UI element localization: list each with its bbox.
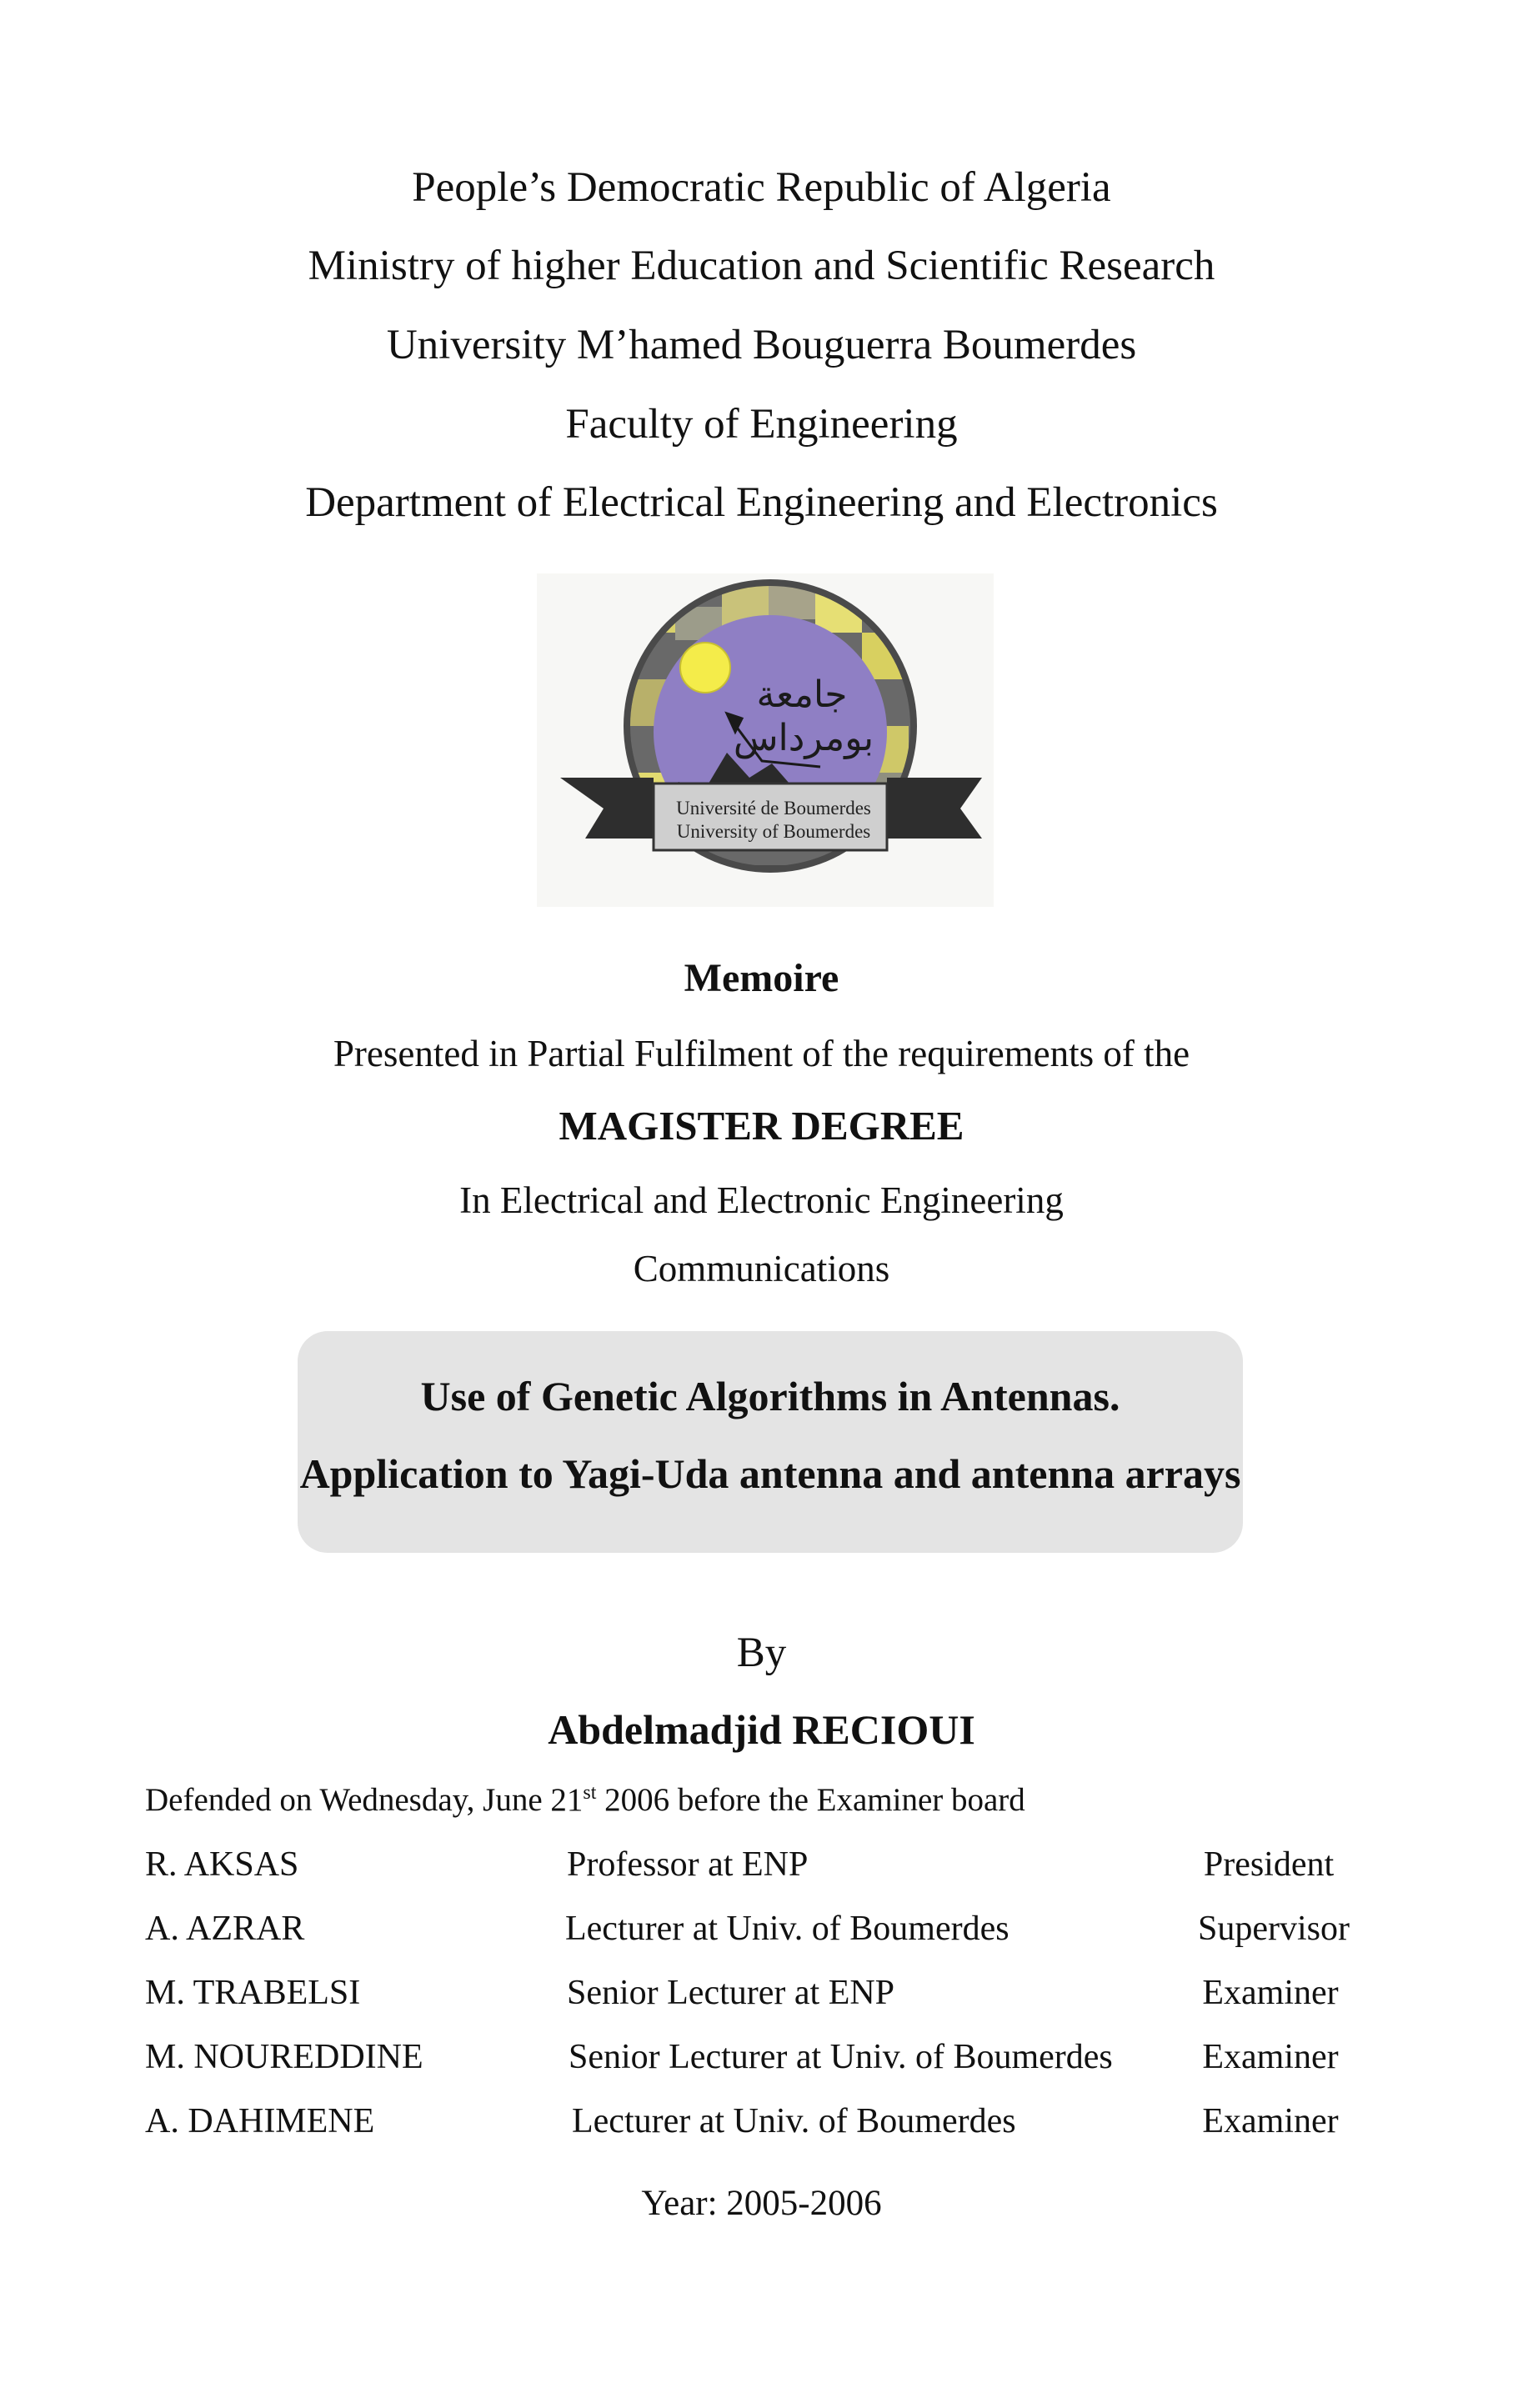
defense-ordinal: st [583, 1782, 597, 1804]
member-position: Senior Lecturer at ENP [567, 1974, 895, 2012]
thesis-title-box [298, 1331, 1243, 1553]
defense-prefix: Defended on Wednesday, June 21 [145, 1782, 584, 1818]
university-seal-icon [537, 573, 994, 907]
member-name: R. AKSAS [145, 1845, 299, 1884]
member-name: A. AZRAR [145, 1910, 305, 1948]
member-name: A. DAHIMENE [145, 2102, 375, 2140]
field-line: In Electrical and Electronic Engineering [459, 1179, 1064, 1221]
author-name: Abdelmadjid RECIOUI [548, 1706, 975, 1753]
presented-line: Presented in Partial Fulfilment of the requirements of the [333, 1033, 1190, 1074]
faculty-line: Faculty of Engineering [565, 401, 958, 448]
member-role: Examiner [1202, 2102, 1339, 2140]
thesis-title-line1: Use of Genetic Algorithms in Antennas. [420, 1373, 1120, 1419]
member-position: Lecturer at Univ. of Boumerdes [565, 1910, 1009, 1948]
member-position: Professor at ENP [567, 1845, 809, 1884]
by-label: By [736, 1630, 787, 1676]
logo-arabic-line2: بومرداس [733, 717, 874, 759]
member-role: Examiner [1202, 2038, 1339, 2076]
member-name: M. NOUREDDINE [145, 2038, 423, 2076]
member-position: Lecturer at Univ. of Boumerdes [572, 2102, 1016, 2140]
degree-line: MAGISTER DEGREE [559, 1103, 964, 1149]
university-line: University M’hamed Bouguerra Boumerdes [386, 322, 1137, 368]
member-name: M. TRABELSI [145, 1974, 361, 2012]
ministry-line: Ministry of higher Education and Scientific Research [308, 243, 1215, 289]
academic-year: Year: 2005-2006 [641, 2184, 882, 2223]
logo-arabic-line1: جامعة [756, 673, 848, 716]
member-role: Supervisor [1198, 1910, 1350, 1948]
defense-suffix: 2006 before the Examiner board [596, 1782, 1025, 1818]
country-line: People’s Democratic Republic of Algeria [412, 164, 1111, 211]
member-position: Senior Lecturer at Univ. of Boumerdes [569, 2038, 1113, 2076]
logo-banner-english: University of Boumerdes [676, 821, 871, 842]
memoire-heading: Memoire [684, 956, 839, 1000]
department-line: Department of Electrical Engineering and Electronics [305, 479, 1218, 526]
thesis-title-line2: Application to Yagi-Uda antenna and antenna arrays [299, 1450, 1241, 1497]
university-logo [537, 573, 994, 907]
member-role: Examiner [1202, 1974, 1339, 2012]
member-role: President [1203, 1845, 1335, 1884]
defense-statement [145, 1784, 1025, 1816]
logo-banner-french: Université de Boumerdes [676, 798, 871, 819]
option-line: Communications [633, 1248, 890, 1289]
